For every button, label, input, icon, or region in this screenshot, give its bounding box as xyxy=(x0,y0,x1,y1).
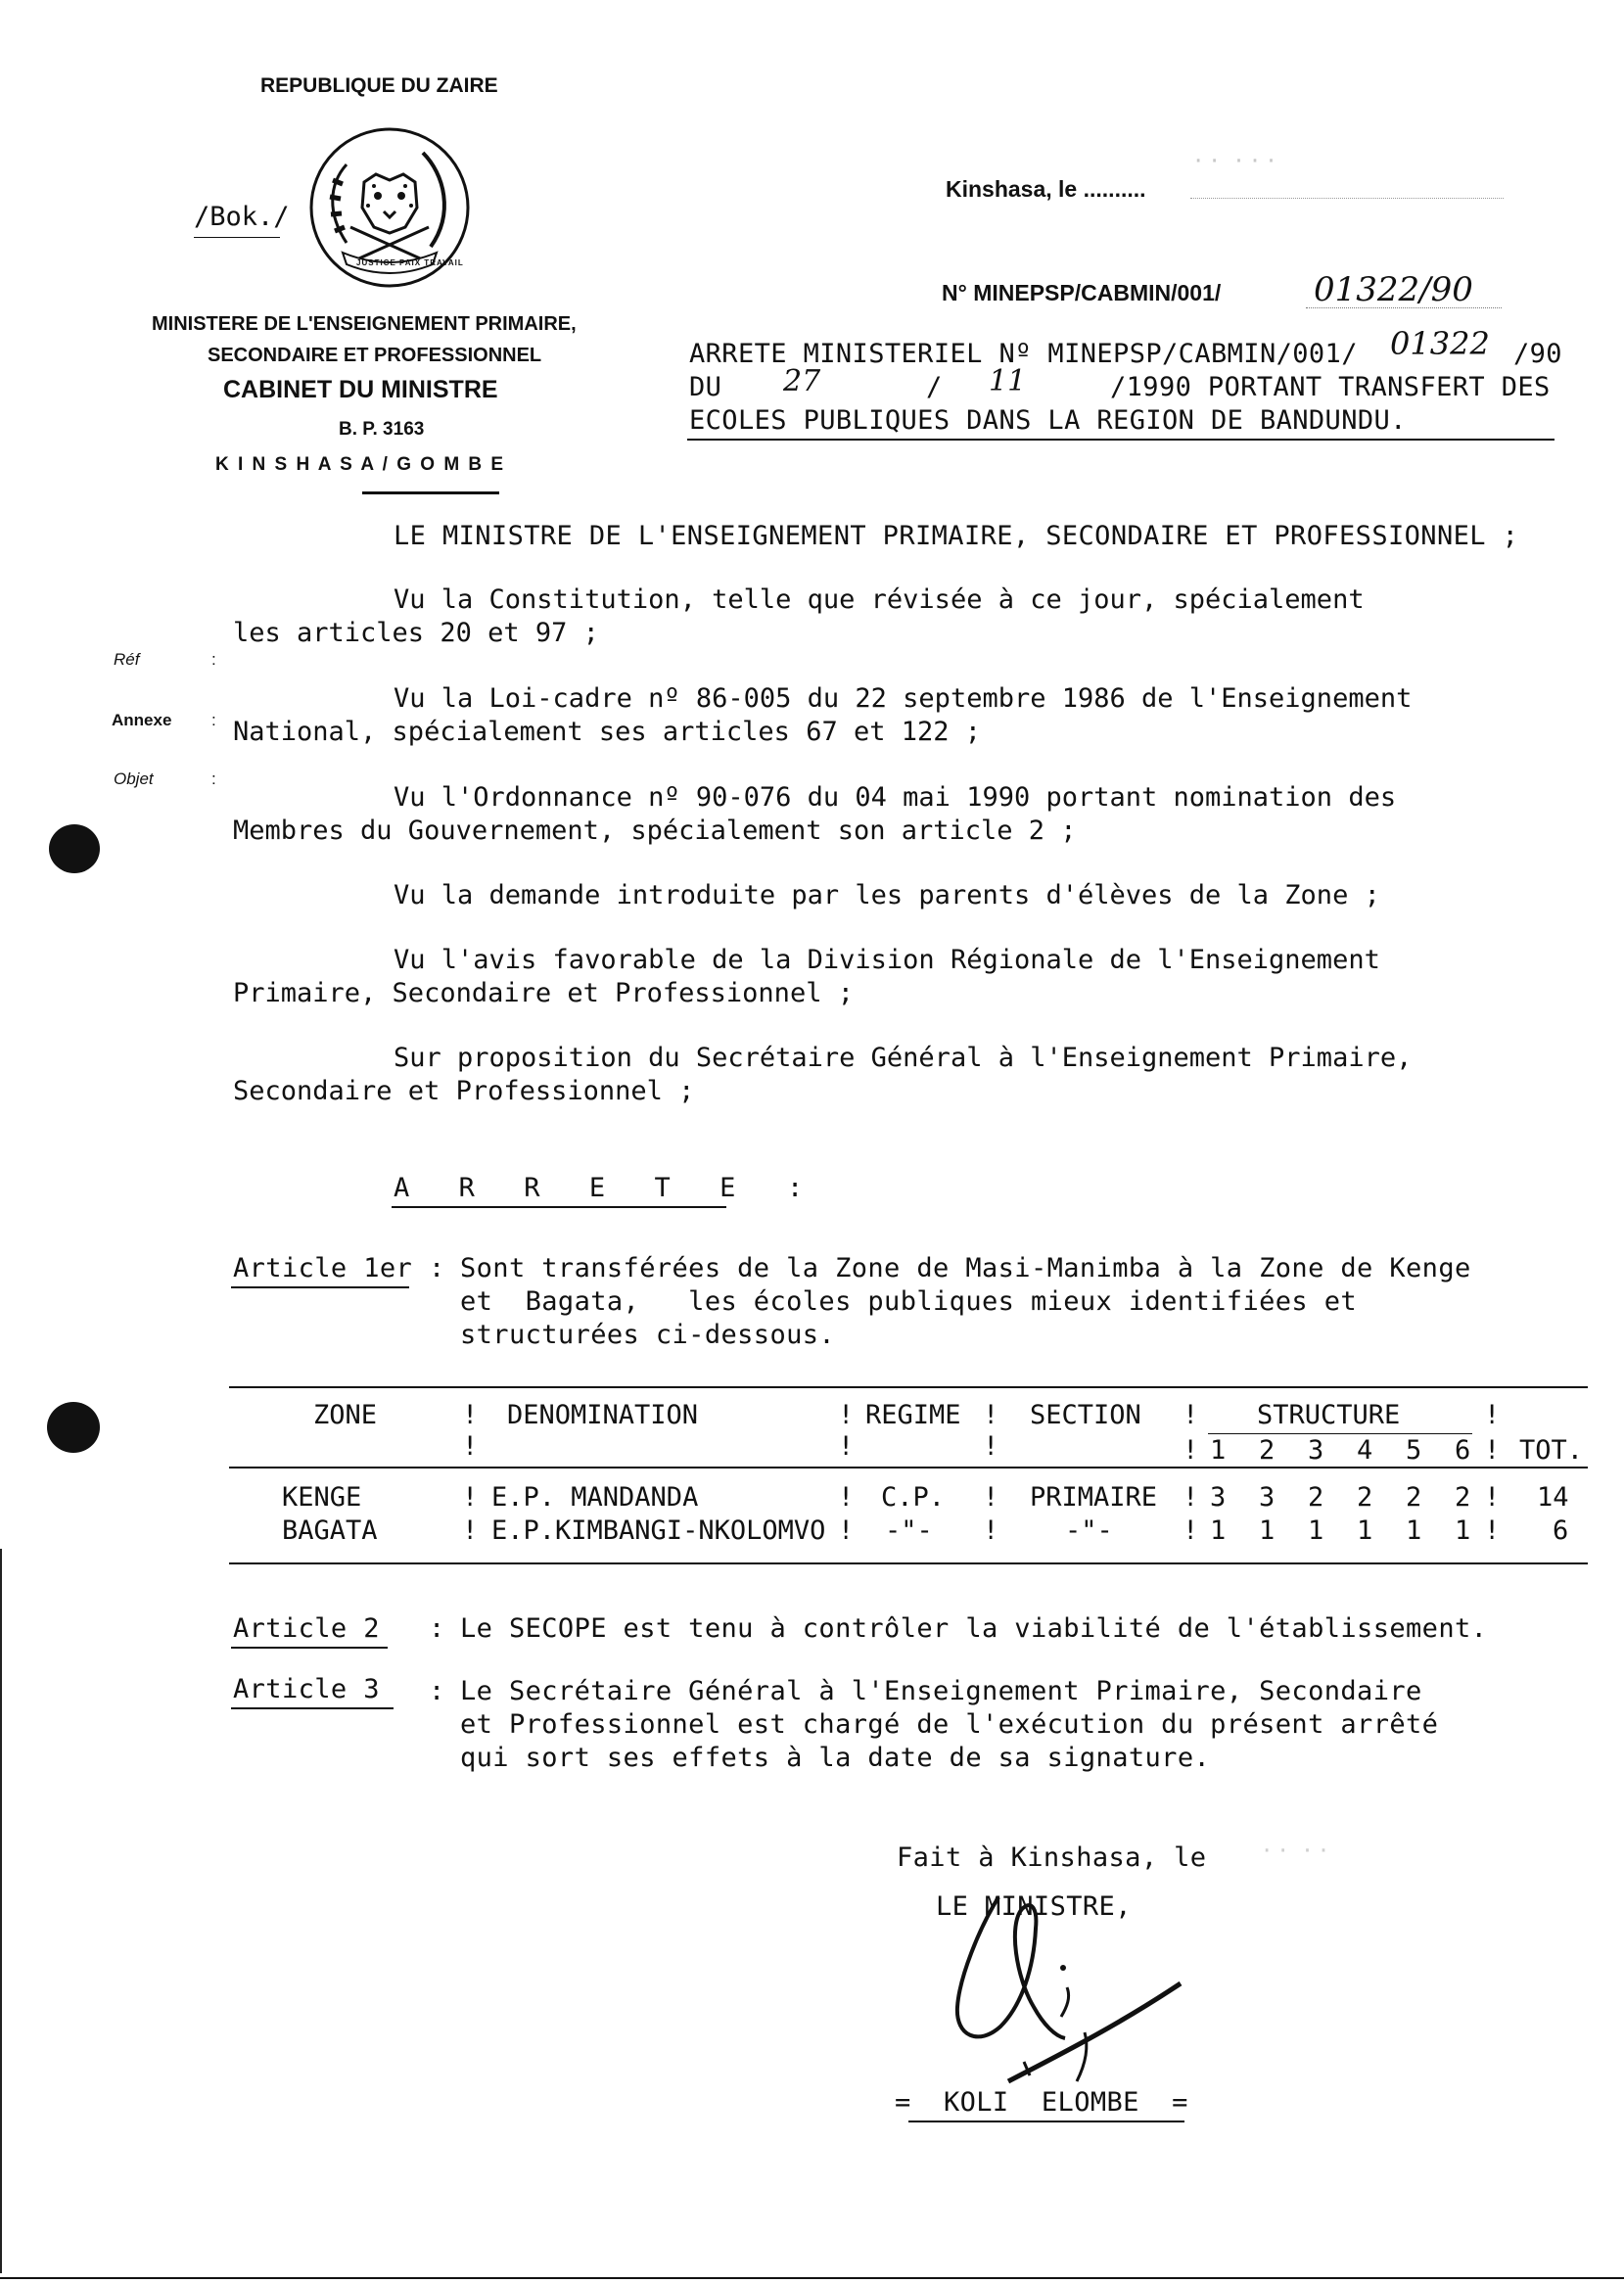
article-1-line-2: et Bagata, les écoles publiques mieux identifiées et xyxy=(460,1286,1358,1317)
header-section: SECTION xyxy=(1030,1400,1141,1430)
ministry-line-1: MINISTERE DE L'ENSEIGNEMENT PRIMAIRE, xyxy=(152,313,577,335)
consideration-4: Vu la demande introduite par les parents d'élèves de la Zone ; xyxy=(394,880,1380,910)
title-line-1: ARRETE MINISTERIEL Nº MINEPSP/CABMIN/001/ xyxy=(689,339,1358,369)
cabinet-heading: CABINET DU MINISTRE xyxy=(223,376,498,403)
consideration-3: Vu l'Ordonnance nº 90-076 du 04 mai 1990 portant nomination des Membres du Gouvernement, spécialement son article 2 ; xyxy=(233,782,1397,846)
margin-colon-objet: : xyxy=(211,769,216,788)
row-1-structure-4: 2 xyxy=(1357,1482,1373,1513)
row-2-regime: -"- xyxy=(885,1515,933,1546)
row-1-structure-5: 2 xyxy=(1406,1482,1422,1513)
consideration-5: Vu l'avis favorable de la Division Régionale de l'Enseignement Primaire, Secondaire et Professionnel ; xyxy=(233,945,1380,1008)
margin-label-objet: Objet xyxy=(114,769,154,788)
place-date-line: Kinshasa, le .......... xyxy=(946,176,1146,202)
row-1-zone: KENGE xyxy=(282,1482,362,1513)
row-2-structure-2: 1 xyxy=(1259,1515,1276,1546)
document-number-handwritten: 01322/90 xyxy=(1314,270,1473,309)
row-2-structure-3: 1 xyxy=(1308,1515,1324,1546)
document-number-prefix: N° MINEPSP/CABMIN/001/ xyxy=(942,280,1222,305)
header-denomination: DENOMINATION xyxy=(507,1400,699,1430)
row-1-tot: 14 xyxy=(1537,1482,1569,1513)
punch-hole-top xyxy=(49,824,100,873)
article-2-text: Le SECOPE est tenu à contrôler la viabilité de l'établissement. xyxy=(460,1613,1488,1644)
seal-motto: JUSTICE PAIX TRAVAIL xyxy=(356,258,464,267)
header-structure-col-3: 3 xyxy=(1308,1435,1324,1466)
signatory-name: = KOLI ELOMBE = xyxy=(895,2087,1188,2118)
signature-title: LE MINISTRE, xyxy=(936,1891,1132,1922)
republic-heading: REPUBLIQUE DU ZAIRE xyxy=(260,74,498,97)
row-2-structure-4: 1 xyxy=(1357,1515,1373,1546)
header-tot: TOT. xyxy=(1519,1435,1584,1466)
header-structure-col-1: 1 xyxy=(1210,1435,1227,1466)
title-line-2-rest: /1990 PORTANT TRANSFERT DES xyxy=(1110,372,1551,402)
scan-edge-line xyxy=(0,1549,2,2273)
arrete-heading: A R R E T E xyxy=(394,1173,736,1203)
article-1-label: Article 1er xyxy=(233,1253,413,1283)
margin-label-ref: Réf xyxy=(114,650,140,669)
header-zone: ZONE xyxy=(313,1400,378,1430)
row-2-zone: BAGATA xyxy=(282,1515,378,1546)
article-3-colon: : xyxy=(429,1676,445,1706)
article-1-colon: : xyxy=(429,1253,445,1283)
article-3-line-3: qui sort ses effets à la date de sa signature. xyxy=(460,1743,1211,1773)
consideration-1: Vu la Constitution, telle que révisée à ce jour, spécialement les articles 20 et 97 ; xyxy=(233,584,1365,648)
article-1-line-3: structurées ci-dessous. xyxy=(460,1320,836,1350)
article-2-label: Article 2 xyxy=(233,1613,380,1644)
reference-code: /Bok./ xyxy=(194,202,290,232)
title-number-suffix: /90 xyxy=(1513,339,1562,369)
article-3-line-1: Le Secrétaire Général à l'Enseignement Primaire, Secondaire xyxy=(460,1676,1422,1706)
ministry-line-2: SECONDAIRE ET PROFESSIONNEL xyxy=(208,345,542,366)
margin-colon-ref: : xyxy=(211,650,216,669)
row-2-tot: 6 xyxy=(1553,1515,1569,1546)
article-2-colon: : xyxy=(429,1613,445,1644)
row-1-section: PRIMAIRE xyxy=(1030,1482,1158,1513)
title-slash: / xyxy=(926,372,943,402)
row-1-denomination: E.P. MANDANDA xyxy=(491,1482,699,1513)
article-3-label: Article 3 xyxy=(233,1674,380,1704)
header-structure: STRUCTURE xyxy=(1257,1400,1401,1430)
handwritten-signature-icon xyxy=(940,1889,1194,2085)
header-structure-col-5: 5 xyxy=(1406,1435,1422,1466)
row-2-structure-5: 1 xyxy=(1406,1515,1422,1546)
title-month-handwritten: 11 xyxy=(989,364,1027,398)
row-2-structure-6: 1 xyxy=(1455,1515,1471,1546)
row-2-structure-1: 1 xyxy=(1210,1515,1227,1546)
header-regime: REGIME xyxy=(865,1400,961,1430)
margin-colon-annexe: : xyxy=(211,711,216,729)
row-1-structure-1: 3 xyxy=(1210,1482,1227,1513)
row-1-structure-6: 2 xyxy=(1455,1482,1471,1513)
margin-label-annexe: Annexe xyxy=(112,711,172,729)
signature-place: Fait à Kinshasa, le xyxy=(897,1842,1207,1873)
row-1-structure-3: 2 xyxy=(1308,1482,1324,1513)
title-number-handwritten: 01322 xyxy=(1390,325,1490,362)
header-structure-col-2: 2 xyxy=(1259,1435,1276,1466)
date-stamp-faded: · · · · · xyxy=(1194,147,1276,176)
arrete-colon: : xyxy=(787,1173,804,1203)
postal-box: B. P. 3163 xyxy=(339,419,425,440)
row-2-section: -"- xyxy=(1065,1515,1113,1546)
header-structure-col-6: 6 xyxy=(1455,1435,1471,1466)
scan-bottom-line xyxy=(0,2277,1624,2279)
city-line: K I N S H A S A / G O M B E xyxy=(215,454,506,475)
minister-heading: LE MINISTRE DE L'ENSEIGNEMENT PRIMAIRE, SECONDAIRE ET PROFESSIONNEL ; xyxy=(394,521,1519,551)
punch-hole-bottom xyxy=(47,1402,100,1453)
row-2-denomination: E.P.KIMBANGI-NKOLOMVO xyxy=(491,1515,826,1546)
title-du: DU xyxy=(689,372,722,402)
consideration-6: Sur proposition du Secrétaire Général à l'Enseignement Primaire, Secondaire et Professionnel ; xyxy=(233,1043,1413,1106)
article-3-line-2: et Professionnel est chargé de l'exécution du présent arrêté xyxy=(460,1709,1439,1740)
row-1-structure-2: 3 xyxy=(1259,1482,1276,1513)
article-1-line-1: Sont transférées de la Zone de Masi-Manimba à la Zone de Kenge xyxy=(460,1253,1471,1283)
title-line-3: ECOLES PUBLIQUES DANS LA REGION DE BANDUNDU. xyxy=(689,405,1407,436)
title-day-handwritten: 27 xyxy=(783,364,821,398)
signature-date-faded: · · · · xyxy=(1263,1837,1328,1866)
row-1-regime: C.P. xyxy=(881,1482,946,1513)
header-structure-col-4: 4 xyxy=(1357,1435,1373,1466)
consideration-2: Vu la Loi-cadre nº 86-005 du 22 septembre 1986 de l'Enseignement National, spécialement ses articles 67 et 122 ; xyxy=(233,683,1413,747)
leopard-seal-icon xyxy=(307,125,472,290)
